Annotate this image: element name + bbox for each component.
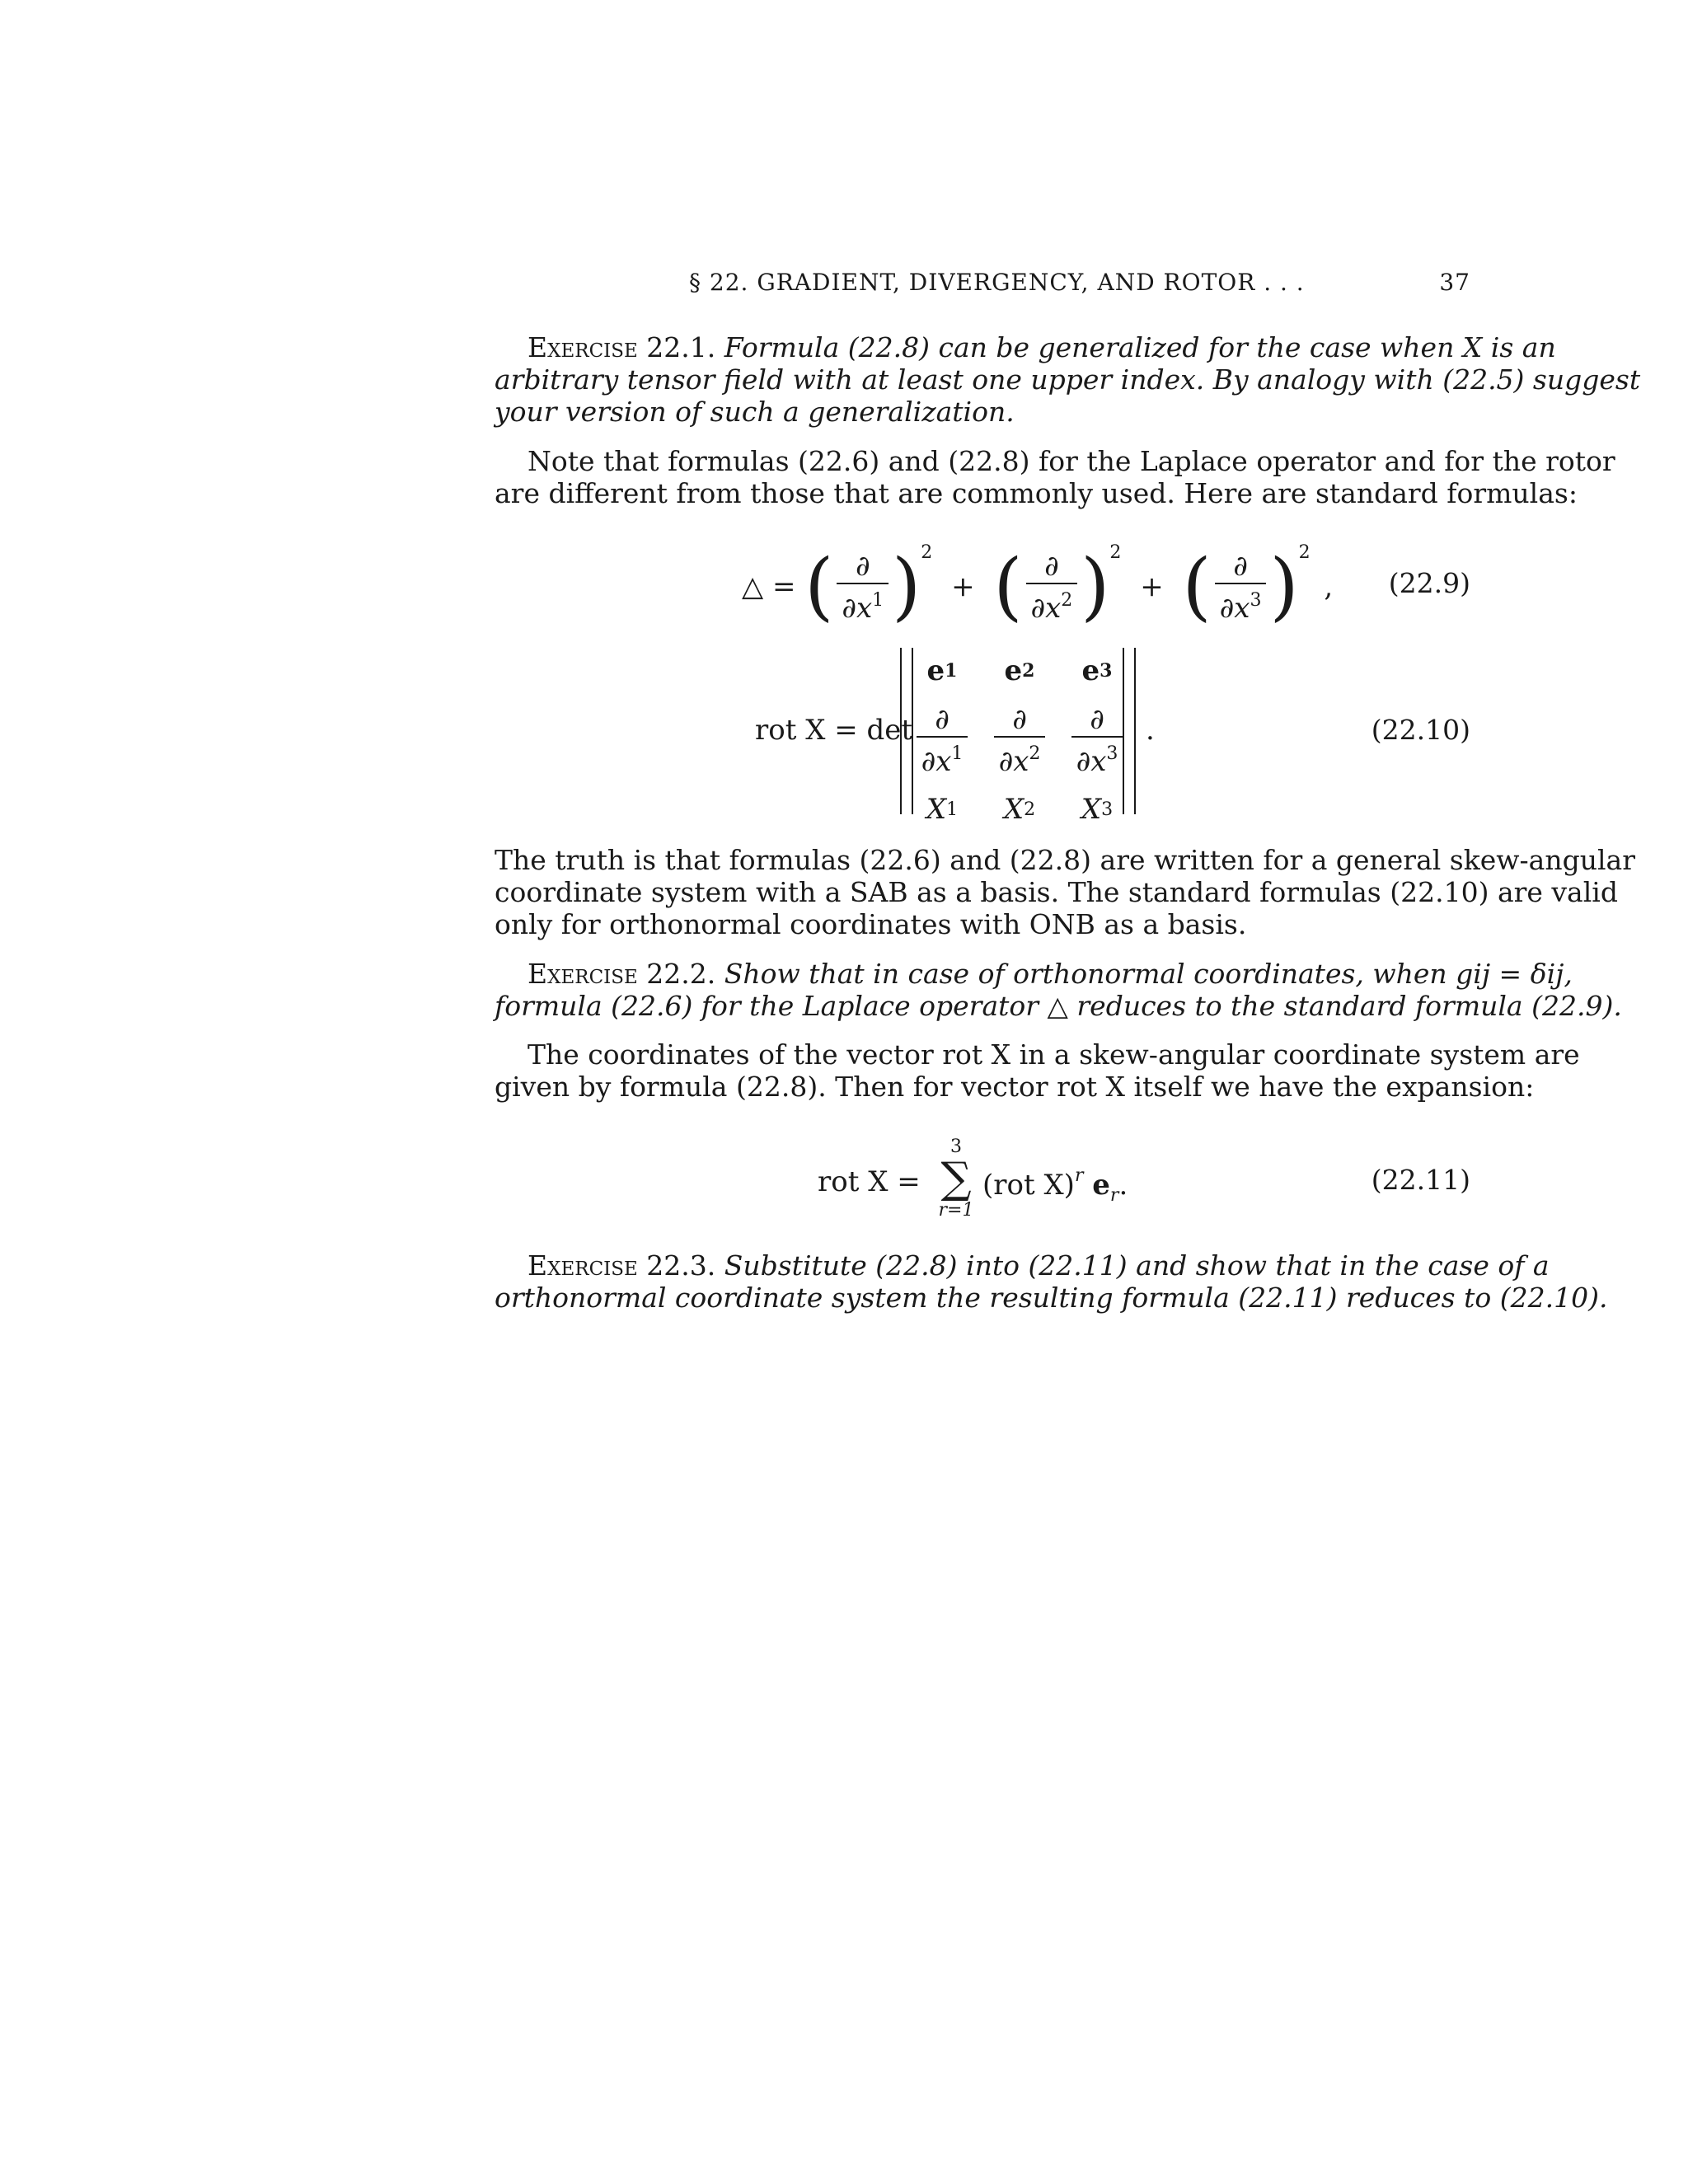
page-number: 37 [1439, 269, 1470, 296]
paragraph-1-line-2: are different from those that are commonly used. Here are standard formulas: [495, 477, 1578, 509]
period: . [1118, 1169, 1128, 1202]
denominator [837, 584, 889, 625]
right-paren: ) [1081, 543, 1110, 630]
exercise-text: Show that in case of orthonormal coordinates, when gij = δij, [724, 958, 1573, 990]
cell-d-dx3 [1058, 694, 1136, 786]
equation-number-22-9: (22.9) [1388, 567, 1470, 599]
denominator [994, 738, 1046, 778]
fraction-d-dx1 [837, 550, 889, 625]
sum-lower-limit: r=1 [938, 1200, 974, 1221]
dx-index: 3 [1250, 589, 1262, 611]
denominator [1026, 584, 1078, 625]
dx-index: 3 [1106, 743, 1118, 764]
right-paren: ) [1269, 543, 1299, 630]
equation-number-22-11: (22.11) [1371, 1164, 1470, 1196]
basis-index: 1 [945, 660, 958, 682]
equation-number-22-10: (22.10) [1371, 714, 1470, 746]
basis-e: e [1092, 1169, 1110, 1202]
dx: ∂x [1219, 591, 1250, 625]
expansion-lhs: rot X = [818, 1165, 921, 1198]
exercise-22-1-line-1 [495, 331, 1556, 363]
dx-index: 2 [1061, 589, 1073, 611]
component-X: X [1003, 793, 1025, 826]
rot-lhs-text: rot X = det [755, 714, 913, 747]
power: 2 [921, 542, 933, 563]
paragraph-2-line-1: The truth is that formulas (22.6) and (22.8) are written for a general skew-angular [495, 844, 1635, 876]
dx-index: 1 [872, 589, 884, 611]
numerator: ∂ [1071, 703, 1123, 738]
basis-subscript: r [1109, 1185, 1119, 1206]
numerator: ∂ [917, 703, 968, 738]
component-X: X [1081, 793, 1102, 826]
expansion-body [982, 1165, 1128, 1206]
cell-e3 [1058, 648, 1136, 694]
denominator [1215, 584, 1267, 625]
numerator: ∂ [837, 550, 889, 584]
equation-22-9 [742, 542, 1334, 630]
exercise-label: Exercise 22.1. [528, 331, 716, 363]
determinant-matrix [900, 648, 1136, 826]
fraction [994, 703, 1046, 778]
cell-d-dx1 [903, 694, 981, 786]
dx: ∂x [842, 591, 873, 625]
dx-index: 1 [951, 743, 964, 764]
power: 2 [1298, 542, 1311, 563]
exercise-22-3-line-1 [495, 1249, 1550, 1282]
paragraph-3 [495, 1038, 1580, 1103]
cell-e2 [981, 648, 1058, 694]
fraction [917, 703, 968, 778]
denominator [1071, 738, 1123, 778]
cell-X1 [903, 786, 981, 832]
exercise-22-3 [495, 1249, 1608, 1314]
cell-d-dx2 [981, 694, 1058, 786]
equation-22-10-period: . [1146, 714, 1155, 747]
component-X: X [926, 793, 947, 826]
left-paren: ( [1182, 543, 1212, 630]
comma: , [1324, 570, 1334, 603]
basis-e: e [1081, 654, 1100, 687]
running-header-title: § 22. GRADIENT, DIVERGENCY, AND ROTOR . . . [689, 269, 1305, 296]
right-paren: ) [892, 543, 921, 630]
basis-e: e [1004, 654, 1023, 687]
dx: ∂x [1030, 591, 1062, 625]
matrix-grid [903, 648, 1136, 832]
component-index: 3 [1101, 799, 1114, 820]
paragraph-2-line-2: coordinate system with a SAB as a basis. The standard formulas (22.10) are valid [495, 876, 1618, 908]
power: 2 [1109, 542, 1122, 563]
basis-index: 3 [1100, 660, 1113, 682]
dx: ∂x [1076, 744, 1107, 778]
laplace-lhs: △ = [742, 570, 796, 603]
dx: ∂x [998, 744, 1029, 778]
summation [931, 1137, 981, 1221]
paragraph-3-line-1: The coordinates of the vector rot X in a skew-angular coordinate system are [528, 1038, 1580, 1071]
numerator: ∂ [1215, 550, 1267, 584]
paragraph-3-line-2: given by formula (22.8). Then for vector rot X itself we have the expansion: [495, 1071, 1535, 1103]
cell-e1 [903, 648, 981, 694]
basis-e: e [926, 654, 945, 687]
sum-upper-limit: 3 [950, 1137, 962, 1157]
cell-X2 [981, 786, 1058, 832]
body-superscript: r [1074, 1165, 1084, 1186]
dx-index: 2 [1029, 743, 1041, 764]
exercise-22-1 [495, 331, 1641, 428]
dx: ∂x [921, 744, 952, 778]
rot-lhs [755, 714, 912, 747]
exercise-label: Exercise 22.2. [528, 958, 716, 990]
left-paren: ( [804, 543, 834, 630]
rot-X-paren: (rot X) [982, 1169, 1075, 1202]
paragraph-1 [495, 445, 1615, 509]
exercise-label: Exercise 22.3. [528, 1249, 716, 1282]
page [495, 0, 1641, 2184]
basis-index: 2 [1022, 660, 1035, 682]
fraction-d-dx3 [1215, 550, 1267, 625]
fraction [1071, 703, 1123, 778]
sigma-symbol: ∑ [940, 1154, 972, 1203]
left-paren: ( [993, 543, 1023, 630]
plus: + [1140, 570, 1164, 603]
exercise-text: Substitute (22.8) into (22.11) and show that in the case of a [724, 1249, 1550, 1282]
exercise-22-1-line-2: arbitrary tensor field with at least one upper index. By analogy with (22.5) suggest [495, 363, 1641, 396]
paragraph-1-line-1: Note that formulas (22.6) and (22.8) for the Laplace operator and for the rotor [528, 445, 1615, 477]
denominator [917, 738, 968, 778]
paragraph-2 [495, 844, 1635, 940]
exercise-22-1-line-3: your version of such a generalization. [495, 396, 1015, 428]
numerator: ∂ [994, 703, 1046, 738]
exercise-22-2 [495, 958, 1622, 1022]
paragraph-2-line-3: only for orthonormal coordinates with ONB as a basis. [495, 908, 1247, 940]
component-index: 1 [946, 799, 959, 820]
numerator: ∂ [1026, 550, 1078, 584]
cell-X3 [1058, 786, 1136, 832]
exercise-text: Formula (22.8) can be generalized for the case when X is an [724, 331, 1556, 363]
exercise-22-2-line-1 [495, 958, 1573, 990]
fraction-d-dx2 [1026, 550, 1078, 625]
exercise-22-2-line-2: formula (22.6) for the Laplace operator △ reduces to the standard formula (22.9). [495, 990, 1622, 1022]
exercise-22-3-line-2: orthonormal coordinate system the resulting formula (22.11) reduces to (22.10). [495, 1282, 1608, 1314]
plus: + [951, 570, 975, 603]
component-index: 2 [1024, 799, 1036, 820]
